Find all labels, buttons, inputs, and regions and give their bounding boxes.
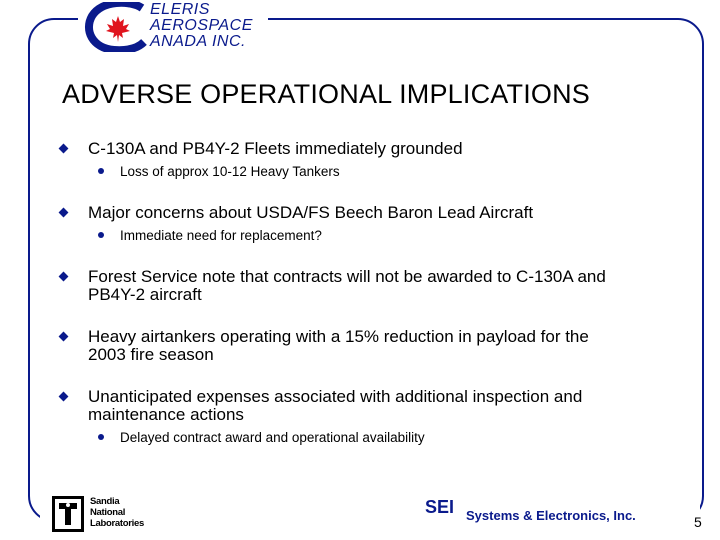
sub-bullet-text: Immediate need for replacement? bbox=[120, 228, 322, 243]
sandia-name bbox=[90, 496, 144, 529]
logo-line-1: ELERIS bbox=[150, 1, 210, 18]
bullet-text-line: maintenance actions bbox=[88, 405, 244, 424]
bullet-text: C-130A and PB4Y-2 Fleets immediately grounded bbox=[88, 139, 463, 158]
sandia-line: Sandia bbox=[90, 496, 120, 507]
diamond-bullet-icon bbox=[59, 272, 69, 282]
bullet-item bbox=[58, 268, 678, 304]
bullet-item bbox=[58, 140, 678, 158]
sandia-logo bbox=[52, 496, 152, 534]
dot-bullet-icon bbox=[98, 232, 104, 238]
bullet-text: Major concerns about USDA/FS Beech Baron Lead Aircraft bbox=[88, 203, 534, 222]
sub-bullet-text: Loss of approx 10-12 Heavy Tankers bbox=[120, 164, 340, 179]
sandia-line: Laboratories bbox=[90, 518, 144, 529]
maple-leaf-logo-icon bbox=[84, 2, 148, 52]
slide-title: ADVERSE OPERATIONAL IMPLICATIONS bbox=[62, 79, 591, 109]
company-name: Systems & Electronics, Inc. bbox=[466, 508, 636, 523]
sei-logo: SEI bbox=[422, 496, 457, 518]
dot-bullet-icon bbox=[98, 168, 104, 174]
bullet-text-line: Unanticipated expenses associated with additional inspection and bbox=[88, 387, 583, 406]
diamond-bullet-icon bbox=[59, 208, 69, 218]
logo-line-2: AEROSPACE bbox=[150, 17, 253, 34]
sub-bullet-item bbox=[58, 430, 678, 446]
bullet-text-line: Forest Service note that contracts will not be awarded to C-130A and bbox=[88, 267, 606, 286]
diamond-bullet-icon bbox=[59, 332, 69, 342]
sandia-line: National bbox=[90, 507, 126, 518]
bullet-item bbox=[58, 204, 678, 222]
sub-bullet-item bbox=[58, 228, 678, 244]
sandia-thunderbird-icon bbox=[52, 496, 84, 532]
bullet-item bbox=[58, 388, 678, 424]
company-logo-text bbox=[150, 2, 253, 50]
bullet-item bbox=[58, 328, 678, 364]
sub-bullet-item bbox=[58, 164, 678, 180]
bullet-text-line: 2003 fire season bbox=[88, 345, 214, 364]
sandia-symbol-icon bbox=[55, 499, 81, 529]
bullet-text-line: PB4Y-2 aircraft bbox=[88, 285, 202, 304]
diamond-bullet-icon bbox=[59, 392, 69, 402]
dot-bullet-icon bbox=[98, 434, 104, 440]
bullet-text-line: Heavy airtankers operating with a 15% reduction in payload for the bbox=[88, 327, 589, 346]
page-number: 5 bbox=[694, 514, 702, 530]
logo-line-3: ANADA INC. bbox=[150, 33, 246, 50]
sub-bullet-text: Delayed contract award and operational availability bbox=[120, 430, 425, 445]
bullet-list bbox=[58, 140, 678, 446]
diamond-bullet-icon bbox=[59, 144, 69, 154]
